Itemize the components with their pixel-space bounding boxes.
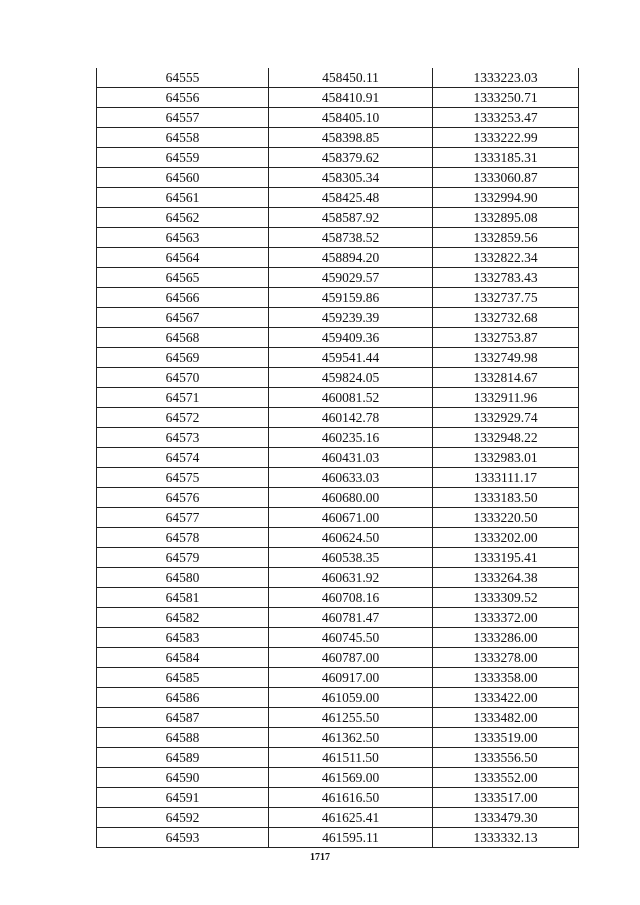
x-coordinate-cell: 460917.00 — [269, 668, 433, 688]
y-coordinate-cell: 1333309.52 — [433, 588, 579, 608]
table-row — [97, 788, 579, 808]
x-coordinate-cell: 461362.50 — [269, 728, 433, 748]
table-row — [97, 688, 579, 708]
y-coordinate-cell: 1332753.87 — [433, 328, 579, 348]
table-row — [97, 168, 579, 188]
y-coordinate-cell: 1333060.87 — [433, 168, 579, 188]
x-coordinate-cell: 461595.11 — [269, 828, 433, 848]
x-coordinate-cell: 460787.00 — [269, 648, 433, 668]
y-coordinate-cell: 1332983.01 — [433, 448, 579, 468]
point-id-cell: 64572 — [97, 408, 269, 428]
y-coordinate-cell: 1333183.50 — [433, 488, 579, 508]
y-coordinate-cell: 1333222.99 — [433, 128, 579, 148]
table-row — [97, 548, 579, 568]
point-id-cell: 64583 — [97, 628, 269, 648]
x-coordinate-cell: 458425.48 — [269, 188, 433, 208]
y-coordinate-cell: 1333264.38 — [433, 568, 579, 588]
x-coordinate-cell: 459239.39 — [269, 308, 433, 328]
table-row — [97, 588, 579, 608]
x-coordinate-cell: 460142.78 — [269, 408, 433, 428]
x-coordinate-cell: 460745.50 — [269, 628, 433, 648]
table-row — [97, 268, 579, 288]
point-id-cell: 64576 — [97, 488, 269, 508]
x-coordinate-cell: 459159.86 — [269, 288, 433, 308]
y-coordinate-cell: 1333286.00 — [433, 628, 579, 648]
x-coordinate-cell: 460781.47 — [269, 608, 433, 628]
point-id-cell: 64563 — [97, 228, 269, 248]
table-row — [97, 628, 579, 648]
point-id-cell: 64555 — [97, 68, 269, 88]
point-id-cell: 64590 — [97, 768, 269, 788]
table-row — [97, 528, 579, 548]
x-coordinate-cell: 460081.52 — [269, 388, 433, 408]
y-coordinate-cell: 1333185.31 — [433, 148, 579, 168]
table-row — [97, 508, 579, 528]
x-coordinate-cell: 461625.41 — [269, 808, 433, 828]
y-coordinate-cell: 1333519.00 — [433, 728, 579, 748]
table-row — [97, 68, 579, 88]
table-row — [97, 88, 579, 108]
point-id-cell: 64557 — [97, 108, 269, 128]
table-row — [97, 248, 579, 268]
x-coordinate-cell: 461511.50 — [269, 748, 433, 768]
point-id-cell: 64584 — [97, 648, 269, 668]
y-coordinate-cell: 1333223.03 — [433, 68, 579, 88]
y-coordinate-cell: 1333253.47 — [433, 108, 579, 128]
point-id-cell: 64592 — [97, 808, 269, 828]
x-coordinate-cell: 459029.57 — [269, 268, 433, 288]
table-row — [97, 388, 579, 408]
y-coordinate-cell: 1333482.00 — [433, 708, 579, 728]
point-id-cell: 64568 — [97, 328, 269, 348]
table-row — [97, 448, 579, 468]
y-coordinate-cell: 1332895.08 — [433, 208, 579, 228]
y-coordinate-cell: 1333358.00 — [433, 668, 579, 688]
point-id-cell: 64558 — [97, 128, 269, 148]
y-coordinate-cell: 1333202.00 — [433, 528, 579, 548]
x-coordinate-cell: 458738.52 — [269, 228, 433, 248]
point-id-cell: 64580 — [97, 568, 269, 588]
point-id-cell: 64578 — [97, 528, 269, 548]
table-row — [97, 648, 579, 668]
table-row — [97, 668, 579, 688]
y-coordinate-cell: 1332929.74 — [433, 408, 579, 428]
point-id-cell: 64560 — [97, 168, 269, 188]
point-id-cell: 64570 — [97, 368, 269, 388]
x-coordinate-cell: 460235.16 — [269, 428, 433, 448]
x-coordinate-cell: 460633.03 — [269, 468, 433, 488]
y-coordinate-cell: 1332783.43 — [433, 268, 579, 288]
x-coordinate-cell: 458894.20 — [269, 248, 433, 268]
point-id-cell: 64582 — [97, 608, 269, 628]
point-id-cell: 64579 — [97, 548, 269, 568]
table-row — [97, 768, 579, 788]
y-coordinate-cell: 1333479.30 — [433, 808, 579, 828]
table-row — [97, 828, 579, 848]
x-coordinate-cell: 460431.03 — [269, 448, 433, 468]
point-id-cell: 64562 — [97, 208, 269, 228]
point-id-cell: 64573 — [97, 428, 269, 448]
x-coordinate-cell: 461616.50 — [269, 788, 433, 808]
y-coordinate-cell: 1332732.68 — [433, 308, 579, 328]
y-coordinate-cell: 1333517.00 — [433, 788, 579, 808]
y-coordinate-cell: 1333220.50 — [433, 508, 579, 528]
y-coordinate-cell: 1333552.00 — [433, 768, 579, 788]
x-coordinate-cell: 458379.62 — [269, 148, 433, 168]
point-id-cell: 64565 — [97, 268, 269, 288]
y-coordinate-cell: 1333422.00 — [433, 688, 579, 708]
table-row — [97, 348, 579, 368]
table-row — [97, 328, 579, 348]
point-id-cell: 64581 — [97, 588, 269, 608]
table-row — [97, 288, 579, 308]
y-coordinate-cell: 1332814.67 — [433, 368, 579, 388]
y-coordinate-cell: 1333556.50 — [433, 748, 579, 768]
x-coordinate-cell: 458410.91 — [269, 88, 433, 108]
point-id-cell: 64566 — [97, 288, 269, 308]
x-coordinate-cell: 460538.35 — [269, 548, 433, 568]
x-coordinate-cell: 459824.05 — [269, 368, 433, 388]
point-id-cell: 64567 — [97, 308, 269, 328]
table-row — [97, 608, 579, 628]
table-row — [97, 568, 579, 588]
point-id-cell: 64593 — [97, 828, 269, 848]
x-coordinate-cell: 458305.34 — [269, 168, 433, 188]
point-id-cell: 64564 — [97, 248, 269, 268]
point-id-cell: 64574 — [97, 448, 269, 468]
table-row — [97, 728, 579, 748]
point-id-cell: 64588 — [97, 728, 269, 748]
y-coordinate-cell: 1332822.34 — [433, 248, 579, 268]
point-id-cell: 64585 — [97, 668, 269, 688]
coordinates-table — [96, 68, 579, 848]
y-coordinate-cell: 1333111.17 — [433, 468, 579, 488]
point-id-cell: 64587 — [97, 708, 269, 728]
y-coordinate-cell: 1333195.41 — [433, 548, 579, 568]
x-coordinate-cell: 458398.85 — [269, 128, 433, 148]
y-coordinate-cell: 1332749.98 — [433, 348, 579, 368]
y-coordinate-cell: 1332994.90 — [433, 188, 579, 208]
y-coordinate-cell: 1333372.00 — [433, 608, 579, 628]
y-coordinate-cell: 1332737.75 — [433, 288, 579, 308]
point-id-cell: 64559 — [97, 148, 269, 168]
x-coordinate-cell: 458450.11 — [269, 68, 433, 88]
point-id-cell: 64577 — [97, 508, 269, 528]
table-row — [97, 488, 579, 508]
y-coordinate-cell: 1332948.22 — [433, 428, 579, 448]
table-row — [97, 468, 579, 488]
table-row — [97, 408, 579, 428]
point-id-cell: 64569 — [97, 348, 269, 368]
table-row — [97, 108, 579, 128]
coordinates-table-body — [97, 68, 579, 848]
point-id-cell: 64571 — [97, 388, 269, 408]
point-id-cell: 64575 — [97, 468, 269, 488]
table-row — [97, 748, 579, 768]
point-id-cell: 64591 — [97, 788, 269, 808]
page-number: 1717 — [310, 852, 330, 863]
table-row — [97, 208, 579, 228]
table-row — [97, 708, 579, 728]
y-coordinate-cell: 1333332.13 — [433, 828, 579, 848]
table-row — [97, 128, 579, 148]
x-coordinate-cell: 458587.92 — [269, 208, 433, 228]
table-row — [97, 368, 579, 388]
x-coordinate-cell: 460631.92 — [269, 568, 433, 588]
x-coordinate-cell: 460680.00 — [269, 488, 433, 508]
x-coordinate-cell: 461059.00 — [269, 688, 433, 708]
x-coordinate-cell: 459541.44 — [269, 348, 433, 368]
point-id-cell: 64589 — [97, 748, 269, 768]
table-row — [97, 228, 579, 248]
x-coordinate-cell: 459409.36 — [269, 328, 433, 348]
y-coordinate-cell: 1332911.96 — [433, 388, 579, 408]
table-row — [97, 428, 579, 448]
x-coordinate-cell: 461255.50 — [269, 708, 433, 728]
table-row — [97, 148, 579, 168]
table-row — [97, 308, 579, 328]
y-coordinate-cell: 1333278.00 — [433, 648, 579, 668]
y-coordinate-cell: 1333250.71 — [433, 88, 579, 108]
x-coordinate-cell: 460708.16 — [269, 588, 433, 608]
y-coordinate-cell: 1332859.56 — [433, 228, 579, 248]
point-id-cell: 64561 — [97, 188, 269, 208]
x-coordinate-cell: 461569.00 — [269, 768, 433, 788]
x-coordinate-cell: 460624.50 — [269, 528, 433, 548]
x-coordinate-cell: 460671.00 — [269, 508, 433, 528]
table-row — [97, 188, 579, 208]
point-id-cell: 64556 — [97, 88, 269, 108]
x-coordinate-cell: 458405.10 — [269, 108, 433, 128]
table-row — [97, 808, 579, 828]
point-id-cell: 64586 — [97, 688, 269, 708]
